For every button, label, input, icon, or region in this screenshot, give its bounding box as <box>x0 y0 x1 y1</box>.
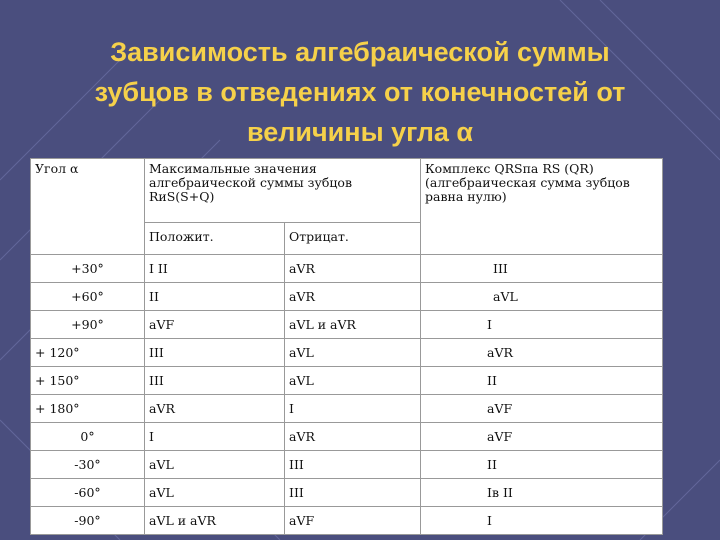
cell-positive: II <box>145 283 285 311</box>
cell-angle: + 150° <box>31 367 145 395</box>
cell-negative: III <box>285 451 421 479</box>
table-row <box>31 451 663 479</box>
cell-negative: aVL <box>285 367 421 395</box>
cell-zero: III <box>421 255 663 283</box>
cell-angle: +90° <box>31 311 145 339</box>
header-negative: Отрицат. <box>285 223 421 255</box>
table-row <box>31 339 663 367</box>
table-row <box>31 395 663 423</box>
cell-zero: I <box>421 507 663 535</box>
title-line-1: Зависимость алгебраической суммы <box>110 37 610 67</box>
cell-angle: + 180° <box>31 395 145 423</box>
cell-positive: aVL <box>145 451 285 479</box>
cell-zero: II <box>421 367 663 395</box>
cell-positive: aVL <box>145 479 285 507</box>
table-row <box>31 311 663 339</box>
cell-zero: II <box>421 451 663 479</box>
cell-positive: aVR <box>145 395 285 423</box>
cell-zero: aVR <box>421 339 663 367</box>
table-row <box>31 255 663 283</box>
header-zero-complex: Комплекс QRSпа RS (QR)(алгебраическая сумма зубцов равна нулю) <box>421 159 663 255</box>
cell-zero: aVF <box>421 395 663 423</box>
cell-positive: aVF <box>145 311 285 339</box>
cell-angle: +30° <box>31 255 145 283</box>
cell-angle: -60° <box>31 479 145 507</box>
table-row <box>31 283 663 311</box>
table-row <box>31 479 663 507</box>
cell-negative: aVL <box>285 339 421 367</box>
cell-positive: III <box>145 367 285 395</box>
cell-negative: aVR <box>285 423 421 451</box>
cell-angle: 0° <box>31 423 145 451</box>
cell-negative: III <box>285 479 421 507</box>
slide-title <box>20 32 700 152</box>
cell-zero: Ів II <box>421 479 663 507</box>
cell-zero: aVL <box>421 283 663 311</box>
cell-negative: aVF <box>285 507 421 535</box>
cell-zero: I <box>421 311 663 339</box>
cell-zero: aVF <box>421 423 663 451</box>
header-positive: Положит. <box>145 223 285 255</box>
table-row <box>31 423 663 451</box>
table-row <box>31 367 663 395</box>
cell-positive: I II <box>145 255 285 283</box>
cell-angle: + 120° <box>31 339 145 367</box>
cell-positive: aVL и aVR <box>145 507 285 535</box>
cell-angle: -30° <box>31 451 145 479</box>
cell-angle: -90° <box>31 507 145 535</box>
title-line-2: зубцов в отведениях от конечностей от <box>94 77 626 107</box>
cell-positive: I <box>145 423 285 451</box>
header-angle: Угол α <box>31 159 145 255</box>
title-line-3: величины угла α <box>246 117 473 147</box>
cell-positive: III <box>145 339 285 367</box>
cell-negative: I <box>285 395 421 423</box>
cell-negative: aVR <box>285 255 421 283</box>
cell-angle: +60° <box>31 283 145 311</box>
cell-negative: aVL и aVR <box>285 311 421 339</box>
cell-negative: aVR <box>285 283 421 311</box>
axis-table <box>30 158 663 535</box>
header-max-values: Максимальные значения алгебраической суммы зубцов RиS(S+Q) <box>145 159 421 223</box>
table-row <box>31 507 663 535</box>
